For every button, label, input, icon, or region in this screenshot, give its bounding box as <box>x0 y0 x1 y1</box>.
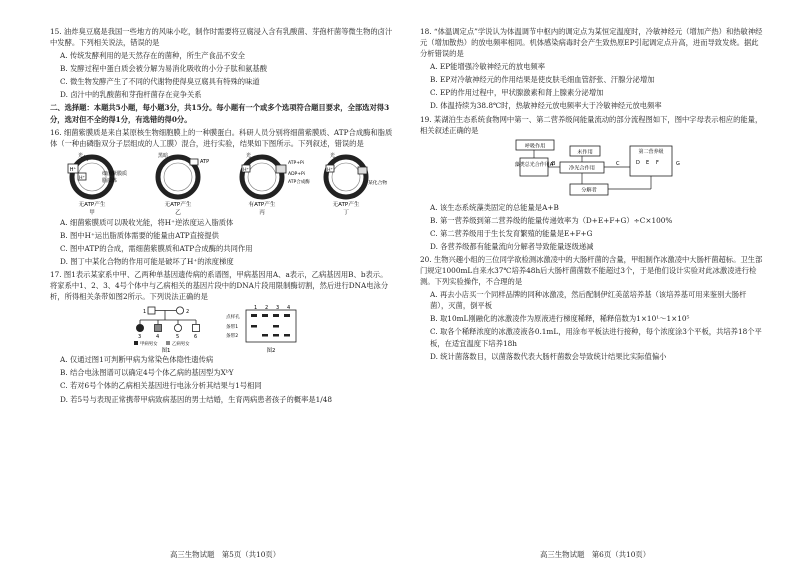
q19-option-a: A. 该生态系统藻类固定的总能量是A+B <box>430 202 559 212</box>
gel-row-label: 条带1 <box>226 325 239 331</box>
pedigree-number: 1 <box>143 309 147 316</box>
pedigree-number: 5 <box>176 334 180 341</box>
liposome-label: 脂质体 <box>102 177 118 184</box>
q16-option-b: B. 图中H⁺运出脂质体需要的能量由ATP直接提供 <box>60 230 219 240</box>
q16-option-c: C. 图中ATP的合成，需细菌紫膜质和ATP合成酶的共同作用 <box>60 243 253 253</box>
second-trophic-box: 第二营养级 <box>638 148 664 155</box>
figure-2-label: 图2 <box>266 348 276 355</box>
gel-lane-number: 3 <box>276 305 280 312</box>
pedigree-and-gel <box>50 304 394 354</box>
right-page <box>420 26 764 364</box>
panel-bing <box>242 152 310 216</box>
energy-letter: B <box>552 160 556 167</box>
panel-bing-result: 有ATP产生 <box>248 201 276 208</box>
q16-option-a: A. 细菌紫膜质可以吸收光能，将H⁺逆浓度运入脂质体 <box>60 217 234 227</box>
q17-option-a: A. 仅通过图1可判断甲病为常染色体隐性遗传病 <box>60 355 214 365</box>
q19-option-b: B. 第一营养级到第二营养级的能量传递效率为（D+E+F+G）÷C×100% <box>430 215 673 225</box>
pedigree-number: 4 <box>156 334 160 341</box>
pedigree-number: 6 <box>194 334 198 341</box>
q19-option-c: C. 第二营养级用于生长发育繁殖的能量是E+F+G <box>430 228 593 238</box>
q15-option-c: C. 微生物发酵产生了不同的代谢物使得臭豆腐具有特殊的味道 <box>60 77 260 87</box>
q20-stem: 20. 生物兴趣小组的三位同学欲检测冰激凌中的大肠杆菌的含量，甲组制作冰激凌中大肠杆菌超标。卫生部门规定1000mL自来水37℃培养48h后大肠杆菌菌数不能超过3个，于是他们设计实验对此冰激凌进行检测。下列实验操作，不合理的是 <box>420 255 763 287</box>
panel-ding <box>326 152 387 216</box>
q17-option-c: C. 若对6号个体的乙病相关基因进行电泳分析其结果与1号相同 <box>60 381 262 391</box>
gel-lane-number: 4 <box>287 305 291 312</box>
net-photosynthesis-box: 净光合作用 <box>569 165 595 172</box>
q19-stem: 19. 某湖泊生态系统食物网中第一、第二营养级间能量流动的部分流程图如下，图中字母表示相应的能量，相关叙述正确的是 <box>420 114 763 135</box>
panel-yi <box>158 152 209 216</box>
energy-flow-diagram <box>420 138 764 202</box>
bacteriorhodopsin-label: 细菌紫膜质 <box>102 170 128 177</box>
energy-letter: F <box>656 159 659 166</box>
adp-pi-label: ADP+Pi <box>288 171 305 177</box>
electrophoresis-gel <box>226 305 296 354</box>
panel-ding-result: 无ATP产生 <box>332 201 360 208</box>
q20-option-a: A. 再去小店买一个同样品牌的同种冰激凌，然后配制伊红美蓝培养基（该培养基可用来鉴别大肠杆菌），灭菌，倒平板 <box>430 290 747 311</box>
energy-letter: G <box>676 160 680 167</box>
left-page-footer: 高三生物试题 第5页（共10页） <box>170 550 281 559</box>
pedigree-number: 3 <box>138 334 142 341</box>
h-ion-label: H⁺ <box>79 175 85 181</box>
panel-yi-result: 无ATP产生 <box>164 201 192 208</box>
compound-label: 某化合物 <box>368 180 388 186</box>
pedigree-number: 2 <box>186 309 190 316</box>
legend-disease-b: 乙病男女 <box>172 342 190 348</box>
respiration-box: 呼吸作用 <box>524 143 546 150</box>
gel-lane-number: 2 <box>265 305 269 312</box>
q18-option-b: B. EP对冷敏神经元的作用结果是使皮肤毛细血管舒张、汗腺分泌增加 <box>430 75 655 85</box>
legend-disease-a: 甲病男女 <box>140 342 158 348</box>
unused-box: 未作用 <box>577 149 593 156</box>
h-ion-label: H⁺ <box>243 167 249 173</box>
h-ion-label: H⁺ <box>327 167 333 173</box>
dark-label: 黑暗 <box>158 152 169 159</box>
light-label: 光 <box>330 152 336 159</box>
light-label: 光 <box>246 152 252 159</box>
q16-figure <box>50 151 394 217</box>
q20-option-b: B. 取10mL刚融化的冰激凌作为原液进行梯度稀释，稀释倍数为1×10¹～1×10⁵ <box>430 314 690 324</box>
q18-option-a: A. EP能增强冷敏神经元的放电频率 <box>430 62 546 72</box>
gel-row-label: 条带2 <box>226 334 239 340</box>
q15-option-d: D. 卤汁中的乳酸菌和芽孢杆菌存在竞争关系 <box>60 90 202 100</box>
light-label: 光 <box>78 152 84 159</box>
q18-option-c: C. EP的作用过程中，甲状腺激素和肾上腺素分泌增加 <box>430 88 604 98</box>
q20-option-c: C. 取各个稀释浓度的冰激凌液各0.1mL，用涂布平板法进行接种，每个浓度涂3个平板，共培养18个平板，在适宜温度下培养18h <box>430 327 762 348</box>
q17-figure <box>50 304 394 354</box>
decomposer-box: 分解者 <box>581 187 597 194</box>
right-page-footer: 高三生物试题 第6页（共10页） <box>540 550 651 559</box>
q20-option-d: D. 统计菌落数目，以菌落数代表大肠杆菌数会导致统计结果比实际值偏小 <box>430 351 667 361</box>
q16-option-d: D. 图丁中某化合物的作用可能是破坏了H⁺的浓度梯度 <box>60 257 234 267</box>
energy-letter: C <box>616 160 620 167</box>
q16-stem: 16. 细菌紫膜质是来自某原核生物细胞膜上的一种膜蛋白。科研人员分别将细菌紫膜质、ATP合成酶和脂质体（一种由磷脂双分子层组成的人工膜）混合，进行实验，结果如下图所示。下列叙述，错误的是 <box>50 127 393 148</box>
atp-label: ATP <box>200 158 210 165</box>
figure-1-label: 图1 <box>161 348 171 355</box>
producer-box: 藻类总光合作用A <box>514 161 554 168</box>
energy-letter: D <box>636 159 640 166</box>
q19-option-d: D. 各营养级都有能量流向分解者导致能量逐级递减 <box>430 241 594 251</box>
section-2-title: 二、选择题：本题共5小题，每小题3分，共15分。每小题有一个或多个选项符合题目要求，全部选对得3分，选对但不全的得1分，有选错的得0分。 <box>50 103 390 124</box>
q18-option-d: D. 体温持续为38.8℃时，热敏神经元放电频率大于冷敏神经元放电频率 <box>430 101 662 111</box>
panel-jia-result: 无ATP产生 <box>78 201 106 208</box>
panel-yi-label: 乙 <box>175 209 181 216</box>
panel-ding-label: 丁 <box>343 209 349 216</box>
energy-letter: E <box>646 159 650 166</box>
q15-stem: 15. 油炸臭豆腐是我国一些地方的风味小吃，制作时需要将豆腐浸入含有乳酸菌、芽孢杆菌等微生物的卤汁中发酵。下列相关说法，错误的是 <box>50 27 393 48</box>
atp-synthase-label: ATP合成酶 <box>288 179 310 185</box>
panel-jia-label: 甲 <box>89 209 95 216</box>
q17-stem: 17. 图1表示某家系中甲、乙两种单基因遗传病的系谱图，甲病基因用A、a表示，乙病基因用B、b表示。将家系中1、2、3、4号个体中与乙病相关的基因片段中的DNA片段用限制酶切割，然后进行DNA电泳分析，所得相关条带如图2所示。下列说法正确的是 <box>50 270 389 302</box>
gel-lane-number: 1 <box>254 305 258 312</box>
left-page <box>50 26 394 407</box>
gel-row-label: 点样孔 <box>226 315 240 321</box>
h-ion-label: H⁺ <box>69 166 77 173</box>
liposome-diagram <box>50 151 394 217</box>
pedigree-chart <box>134 307 200 354</box>
panel-jia <box>68 152 127 216</box>
q18-stem: 18. “体温调定点”学说认为体温调节中枢内的调定点为某恒定温度时，冷敏神经元（增加产热）和热敏神经元（增加散热）的放电频率相同。机体感染病毒时会产生致热原EP引起调定点升高，进而导致发烧。据此分析错误的是 <box>420 27 763 59</box>
q15-option-b: B. 发酵过程中蛋白质会被分解为易消化吸收的小分子肽和氨基酸 <box>60 64 268 74</box>
q15-option-a: A. 传统发酵利用的是天然存在的菌种，所生产食品不安全 <box>60 51 246 61</box>
atp-pi-label: ATP+Pi <box>288 160 304 166</box>
q17-option-b: B. 结合电泳图谱可以确定4号个体乙病的基因型为XᵇY <box>60 368 234 378</box>
panel-bing-label: 丙 <box>259 209 265 216</box>
q19-figure <box>420 138 764 202</box>
q17-option-d: D. 若5号与表现正常携带甲病致病基因的男士结婚，生育两病患者孩子的概率是1/48 <box>60 394 333 404</box>
